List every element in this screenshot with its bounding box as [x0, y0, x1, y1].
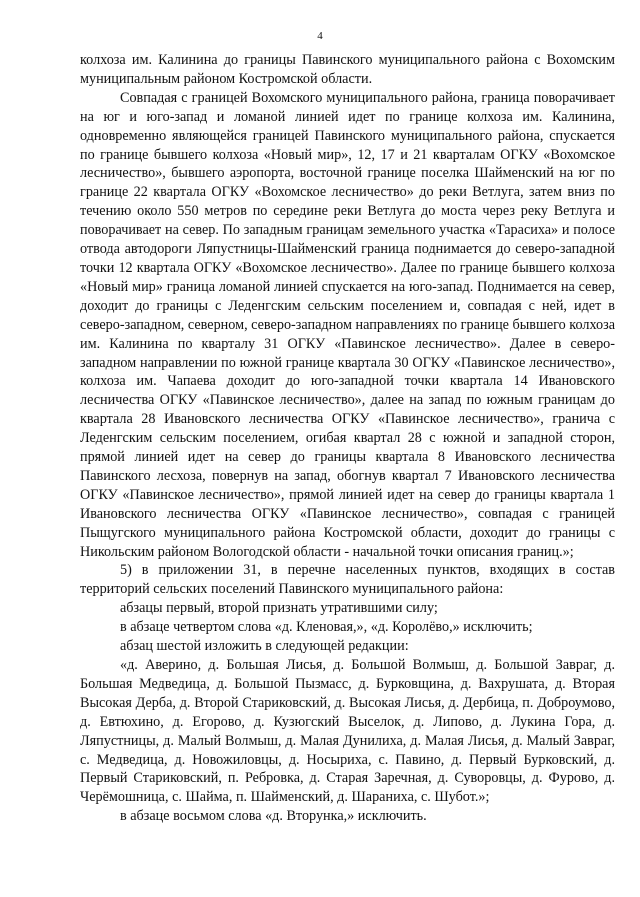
- paragraph-subitem-2: в абзаце четвертом слова «д. Кленовая,», «д. Королёво,» исключить;: [120, 619, 533, 636]
- document-body: [80, 51, 615, 826]
- paragraph-subitem-1: абзацы первый, второй признать утратившими силу;: [120, 600, 438, 617]
- paragraph-subitem-3: абзац шестой изложить в следующей редакции:: [120, 638, 409, 655]
- paragraph-subitem-4: в абзаце восьмом слова «д. Вторунка,» исключить.: [120, 808, 427, 825]
- paragraph-boundary-description: Совпадая с границей Вохомского муниципального района, граница поворачивает на юг и юго-запад и ломаной линией идет по границе колхоза им. Калинина, одновременно являющейся границей Павинского муниципального района, спускается по границе бывшего колхоза «Новый мир», 12, 17 и 21 кварталам ОГКУ «Вохомское лесничество», бывшего аэропорта, восточной границе поселка Шайменский на юг по границе 22 квартала ОГКУ «Вохомское лесничество» до реки Ветлуга, затем вниз по течению около 550 метров по середине реки Ветлуга до моста через реку Ветлуга и поворачивает на север. По западным границам земельного участка «Тарасиха» и полосе отвода автодороги Ляпустницы-Шайменский граница поднимается до северо-западной точки 12 квартала ОГКУ «Вохомское лесничество». Далее по границе бывшего колхоза «Новый мир» граница ломаной линией спускается на юго-запад. Поднимается на север, доходит до границы с Леденгским сельским поселением и, совпадая с ней, идет в северо-западном, северном, северо-западном направлениях по границе бывшего колхоза им. Калинина по кварталу 31 ОГКУ «Павинское лесничество». Далее в северо-западном направлении по южной границе квартала 30 ОГКУ «Павинское лесничество», колхоза им. Чапаева доходит до юго-западной точки квартала 14 Ивановского лесничества ОГКУ «Павинское лесничество», далее на запад по южным границам до квартала 28 Ивановского лесничества ОГКУ «Павинское лесничество», гранича с Леденгским сельским поселением, огибая квартал 28 с южной и западной сторон, прямой линией идет на север до границы квартала 8 Ивановского лесничества Павинского лесхоза, повернув на запад, обогнув квартал 7 Ивановского лесничества ОГКУ «Павинское лесничество», прямой линией идет на север до границы квартала 1 Ивановского лесничества ОГКУ «Павинское лесничество», совпадая с границей Пыщугского муниципального района Костромской области, доходит до границы с Никольским районом Вологодской области - начальной точки описания границ.»;: [80, 89, 615, 560]
- paragraph-settlement-list: «д. Аверино, д. Большая Лисья, д. Большой Волмыш, д. Большой Завраг, д. Большая Медведица, д. Большой Пызмасс, д. Бурковщина, д. Вахрушата, д. Вторая Высокая Дерба, д. Второй Стариковский, д. Высокая Лисья, д. Дербица, п. Доброумово, д. Евтюхино, д. Егорово, д. Кузюгский Выселок, д. Липово, д. Лукина Гора, д. Ляпустницы, д. Малый Волмыш, д. Малая Дунилиха, д. Малая Лисья, д. Малый Завраг, с. Медведица, д. Новожиловцы, д. Носыриха, с. Павино, д. Первый Бурковский, д. Первый Стариковский, п. Ребровка, д. Старая Заречная, д. Суворовцы, д. Фурово, д. Черёмошница, с. Шайма, п. Шайменский, д. Шараниха, с. Шубот.»;: [80, 657, 615, 806]
- page-number: 4: [317, 30, 323, 42]
- paragraph-item-5: 5) в приложении 31, в перечне населенных пунктов, входящих в состав территорий сельских поселений Павинского муниципального района:: [80, 562, 615, 598]
- paragraph-continuation: колхоза им. Калинина до границы Павинского муниципального района с Вохомским муниципальным районом Костромской области.: [80, 52, 615, 87]
